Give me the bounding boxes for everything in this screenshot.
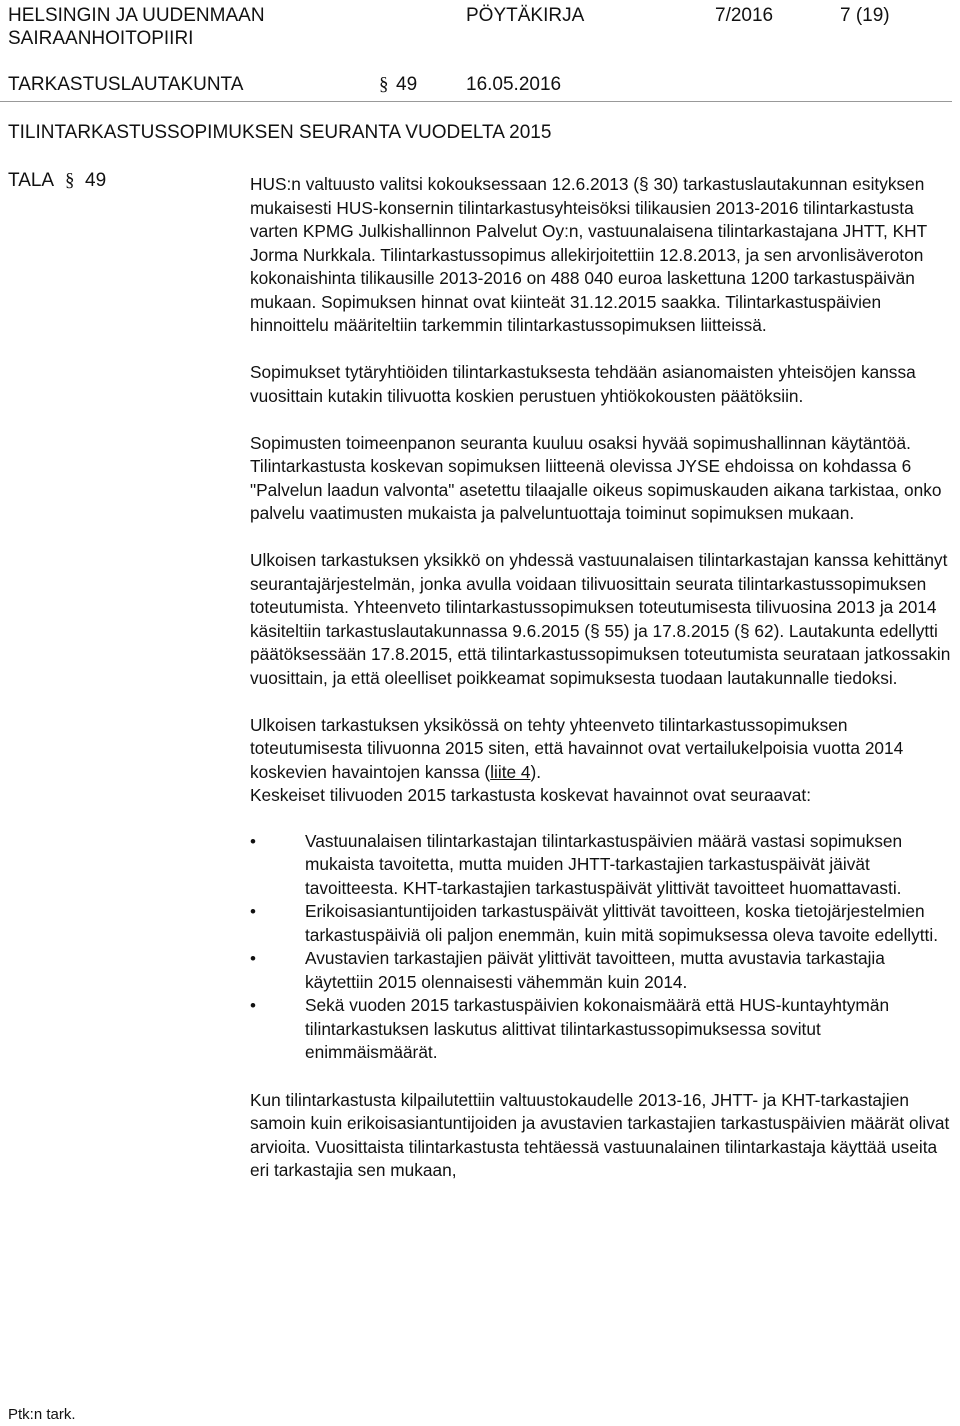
bullet-icon: •: [250, 996, 256, 1015]
attachment-link[interactable]: liite 4: [490, 761, 531, 782]
list-item-text: Sekä vuoden 2015 tarkastuspäivien kokonaismäärä että HUS-kuntayhtymän tilintarkastuksen laskutus alittivat tilintarkastussopimuksessa sovitut enimmäismäärät.: [305, 995, 890, 1062]
tala-number: 49: [85, 170, 107, 191]
committee-name: TARKASTUSLAUTAKUNTA: [8, 74, 244, 95]
org-name-line1: HELSINGIN JA UUDENMAAN: [8, 5, 265, 26]
paragraph-monitoring: Sopimusten toimeenpanon seuranta kuuluu osaksi hyvää sopimushallinnan käytäntöä. Tilintarkastusta koskevan sopimuksen liitteenä olevissa JYSE ehdoissa on kohdassa 6 "Palvelun laadun valvonta" asetettu tilaajalle oikeus sopimuskauden aikana tarkistaa, onko palvelu vaatimusten mukaista ja palveluntuottaja toiminut sopimuksen mukaan.: [250, 432, 942, 523]
document-body: [250, 173, 955, 1183]
page-number: 7 (19): [840, 5, 890, 26]
org-name-line2: SAIRAANHOITOPIIRI: [8, 28, 194, 49]
list-item: [250, 900, 955, 947]
list-item-text: Vastuunalaisen tilintarkastajan tilintarkastuspäivien määrä vastasi sopimuksen mukaista tavoitetta, mutta muiden JHTT-tarkastajien tarkastuspäivät jäivät tavoitteesta. KHT-tarkastajien tarkastuspäivät ylittivät tavoitteet huomattavasti.: [305, 830, 903, 898]
page-title: TILINTARKASTUSSOPIMUKSEN SEURANTA VUODELTA 2015: [8, 122, 552, 143]
key-findings-intro: Keskeiset tilivuoden 2015 tarkastusta koskevat havainnot ovat seuraavat:: [250, 785, 812, 805]
section-number: 49: [396, 74, 418, 95]
summary-text-end: ).: [530, 761, 542, 782]
bullet-icon: •: [250, 902, 256, 921]
section-symbol-icon: §: [379, 74, 389, 95]
paragraph-tendering: Kun tilintarkastusta kilpailutettiin valtuustokaudelle 2013-16, JHTT- ja KHT-tarkastajien samoin kuin erikoisasiantuntijoiden ja avustavien tarkastajien tarkastuspäivien määrät olivat arvioita. Vuosittaista tilintarkastusta tehtäessä vastuunalainen tilintarkastaja käyttää useita eri tarkastajia sen mukaan,: [250, 1089, 950, 1180]
paragraph-follow-up-system: Ulkoisen tarkastuksen yksikkö on yhdessä vastuunalaisen tilintarkastajan kanssa kehittänyt seurantajärjestelmän, jonka avulla voidaan tilivuosittain seurata tilintarkastussopimuksen toteutumista. Yhteenveto tilintarkastussopimuksen toteutumisesta tilivuosina 2013 ja 2014 käsiteltiin tarkastuslautakunnassa 9.6.2015 (§ 55) ja 17.8.2015 (§ 62). Lautakunta edellytti päätöksessään 17.8.2015, että tilintarkastussopimuksen toteutumista seurataan jatkossakin vuosittain, ja että oleelliset poikkeamat sopimuksesta tuodaan lautakunnalle tiedoksi.: [250, 550, 951, 688]
findings-list: [250, 830, 955, 1065]
doc-type: PÖYTÄKIRJA: [466, 5, 585, 26]
bullet-icon: •: [250, 949, 256, 968]
bullet-icon: •: [250, 831, 256, 851]
list-item: [250, 947, 955, 994]
footer-initials: Ptk:n tark.: [8, 1406, 76, 1423]
meeting-date: 16.05.2016: [466, 74, 562, 95]
tala-section-symbol-icon: §: [65, 170, 75, 191]
list-item: [250, 830, 955, 901]
paragraph-subsidiary-contracts: Sopimukset tytäryhtiöiden tilintarkastuksesta tehdään asianomaisten yhteisöjen kanssa vuosittain kutakin tilivuotta koskien perustuen yhtiökokousten päätöksiin.: [250, 362, 916, 406]
paragraph-summary-2015: [250, 714, 955, 808]
list-item-text: Avustavien tarkastajien päivät ylittivät tavoitteen, mutta avustavia tarkastajia käytettiin 2015 olennaisesti vähemmän kuin 2014.: [305, 948, 885, 992]
doc-number: 7/2016: [715, 5, 774, 26]
list-item: [250, 994, 955, 1065]
summary-text: Ulkoisen tarkastuksen yksikössä on tehty yhteenveto tilintarkastussopimuksen toteutumisesta tilivuonna 2015 siten, että havainnot ovat vertailukelpoisia vuotta 2014 koskevien havaintojen kanssa (: [250, 714, 904, 782]
tala-label: TALA: [8, 170, 55, 191]
header-divider: [0, 101, 952, 102]
list-item-text: Erikoisasiantuntijoiden tarkastuspäivät ylittivät tavoitteen, koska tietojärjestelmien tarkastuspäiviä oli paljon enemmän, kuin mitä sopimuksessa oleva tavoite edellytti.: [305, 901, 939, 945]
paragraph-contract-summary: HUS:n valtuusto valitsi kokouksessaan 12.6.2013 (§ 30) tarkastuslautakunnan esityksen mukaisesti HUS-konsernin tilintarkastusyhteisöksi tilikausien 2013-2016 tilintarkastusta varten KPMG Julkishallinnon Palvelut Oy:n, vastuunalaisena tilintarkastajana JHTT, KHT Jorma Nurkkala. Tilintarkastussopimus allekirjoitettiin 12.8.2013, ja sen arvonlisäveroton kokonaishinta tilikausille 2013-2016 on 488 040 euroa laskettuna 1200 tarkastuspäivän mukaan. Sopimuksen hinnat ovat kiinteät 31.12.2015 saakka. Tilintarkastuspäivien hinnoittelu määriteltiin tarkemmin tilintarkastussopimuksen liitteissä.: [250, 174, 927, 335]
